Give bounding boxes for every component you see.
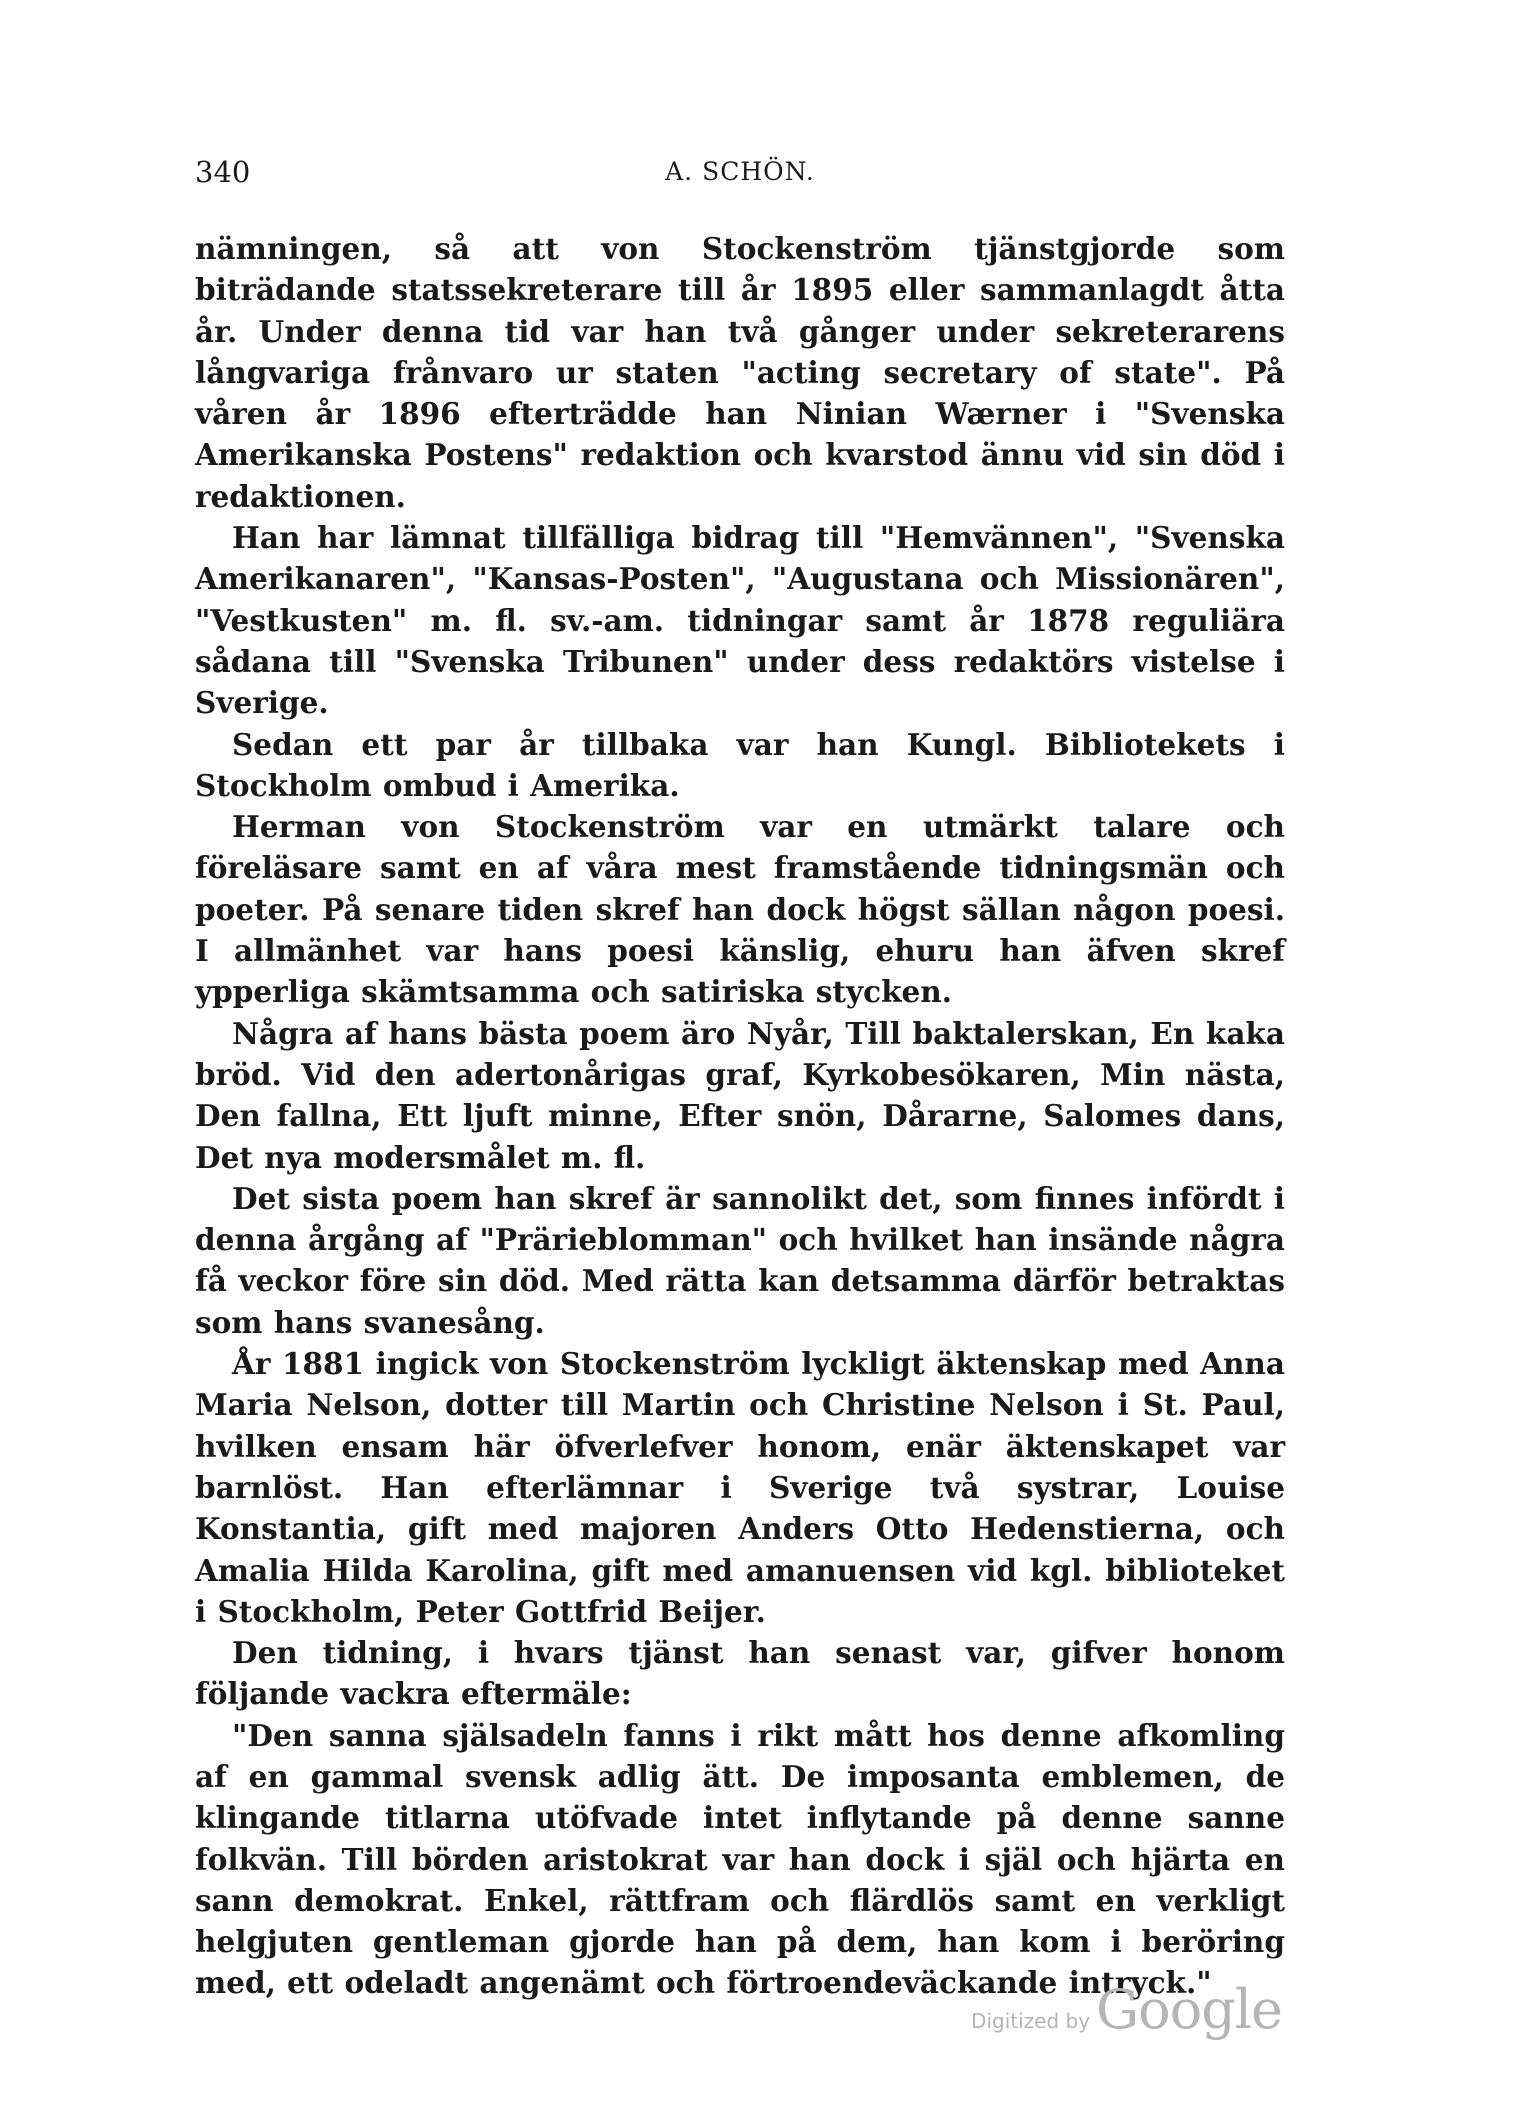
- paragraph-continuation: nämningen, så att von Stockenström tjänstgjorde som biträdande statssekreterare till år 1895 eller sammanlagdt åtta år. Under denna tid var han två gånger under sekreterarens långvariga frånvaro ur staten "acting secretary of state". På våren år 1896 efterträdde han Ninian Wærner i "Svenska Amerikanska Postens" redaktion och kvarstod ännu vid sin död i redaktionen.: [195, 231, 1285, 514]
- body-text: [195, 228, 1285, 2004]
- google-logo: Google: [1096, 1978, 1282, 2041]
- paragraph-contributions: Han har lämnat tillfälliga bidrag till "Hemvännen", "Svenska Amerikanaren", "Kansas-Posten", "Augustana och Missionären", "Vestkusten" m. fl. sv.-am. tidningar samt år 1878 reguliära sådana till "Svenska Tribunen" under dess redaktörs vistelse i Sverige.: [195, 520, 1285, 721]
- page-number: 340: [195, 155, 251, 189]
- running-head: A. SCHÖN.: [665, 157, 815, 186]
- paragraph-marriage: År 1881 ingick von Stockenström lyckligt äktenskap med Anna Maria Nelson, dotter till Martin och Christine Nelson i St. Paul, hvilken ensam här öfverlefver honom, enär äktenskapet var barnlöst. Han efterlämnar i Sverige två systrar, Louise Konstantia, gift med majoren Anders Otto Hedenstierna, och Amalia Hilda Karolina, gift med amanuensen vid kgl. biblioteket i Stockholm, Peter Gottfrid Beijer.: [195, 1346, 1285, 1629]
- page-header: [195, 155, 1285, 195]
- paragraph-best-poems: Några af hans bästa poem äro Nyår, Till baktalerskan, En kaka bröd. Vid den adertonårigas graf, Kyrkobesökaren, Min nästa, Den fallna, Ett ljuft minne, Efter snön, Dårarne, Salomes dans, Det nya modersmålet m. fl.: [195, 1015, 1285, 1175]
- paragraph-last-poem: Det sista poem han skref är sannolikt det, som finnes infördt i denna årgång af "Prärieblomman" och hvilket han insände några få veckor före sin död. Med rätta kan detsamma därför betraktas som hans svanesång.: [195, 1180, 1285, 1340]
- paragraph-library-agent: Sedan ett par år tillbaka var han Kungl. Bibliotekets i Stockholm ombud i Amerika.: [195, 726, 1285, 803]
- paragraph-obituary-intro: Den tidning, i hvars tjänst han senast var, gifver honom följande vackra eftermäle:: [195, 1635, 1285, 1712]
- paragraph-speaker-poet: Herman von Stockenström var en utmärkt talare och föreläsare samt en af våra mest framstående tidningsmän och poeter. På senare tiden skref han dock högst sällan någon poesi. I allmänhet var hans poesi känslig, ehuru han äfven skref ypperliga skämtsamma och satiriska stycken.: [195, 809, 1285, 1010]
- watermark-prefix: Digitized by: [971, 2009, 1091, 2033]
- paragraph-obituary-quote: "Den sanna själsadeln fanns i rikt mått hos denne afkomling af en gammal svensk adlig ätt. De imposanta emblemen, de klingande titlarna utöfvade intet inflytande på denne sanne folkvän. Till börden aristokrat var han dock i själ och hjärta en sann demokrat. Enkel, rättfram och flärdlös samt en verkligt helgjuten gentleman gjorde han på dem, han kom i beröring med, ett odeladt angenämt och förtroendeväckande intryck.": [195, 1717, 1285, 2001]
- google-watermark: [971, 1978, 1282, 2041]
